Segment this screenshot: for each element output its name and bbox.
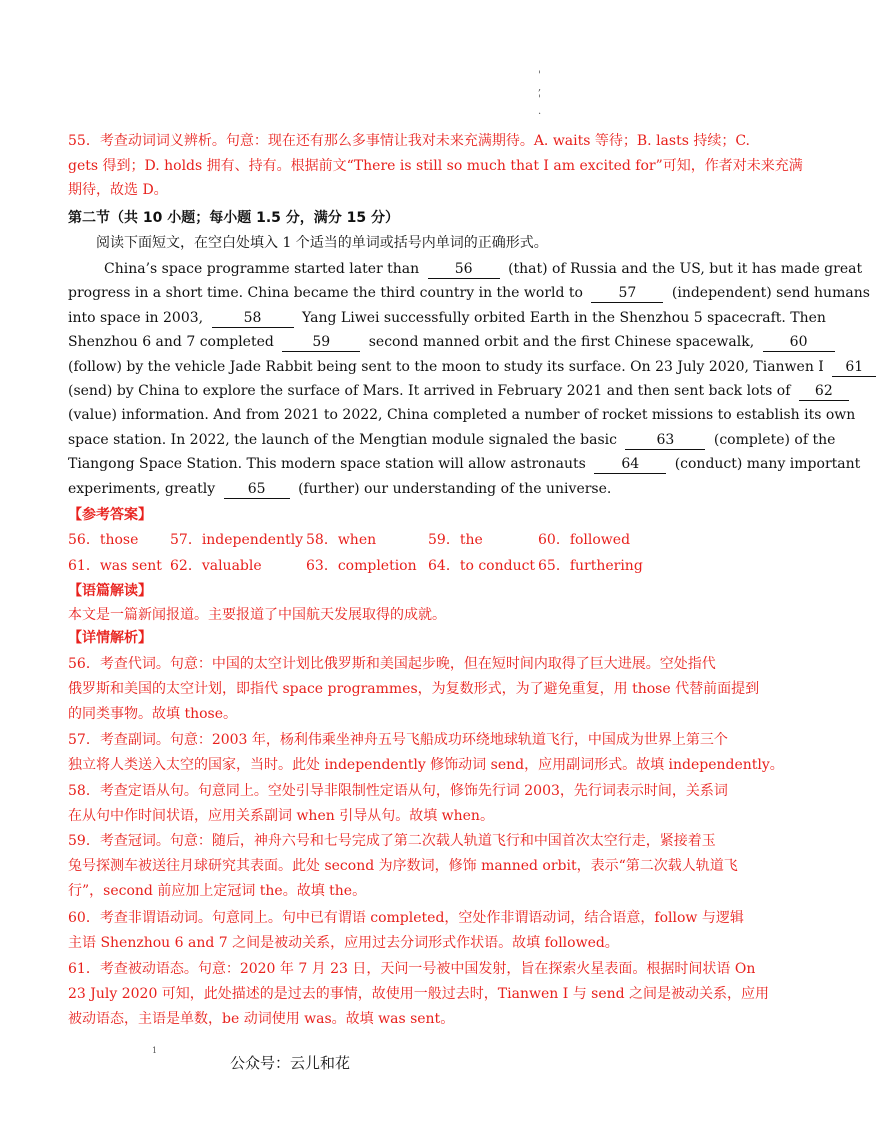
q55-line-3: 期待，故选 D。 — [68, 182, 168, 198]
analysis-60: 60．考查非谓语动词。句意同上。句中已有谓语 completed，空处作非谓语动词，结合语意，follow 与逻辑 主语 Shenzhou 6 and 7 之间是被动关系，应用过去分词形式作状语。故填 followed。 — [68, 910, 744, 951]
mark: , — [538, 82, 542, 93]
passage-line: (follow) by the vehicle Jade Rabbit being sent to the moon to study its surface. On 23 July 2020, Tianwen I 61 — [68, 355, 732, 379]
q55-line-1: 55．考查动词词义辨析。句意：现在还有那么多事情让我对未来充满期待。A. waits 等待；B. lasts 持续；C. — [68, 133, 751, 149]
passage-line: into space in 2003, 58 Yang Liwei successfully orbited Earth in the Shenzhou 5 spacecraft. Then — [68, 309, 826, 326]
analysis-56: 56．考查代词。句意：中国的太空计划比俄罗斯和美国起步晚，但在短时间内取得了巨大进展。空处指代 俄罗斯和美国的太空计划，即指代 space programmes，为复数形式，为了避免重复，用 those 代替前面提到 的同类事物。故填 those。 — [68, 656, 760, 722]
analysis-57: 57．考查副词。句意：2003 年，杨利伟乘坐神舟五号飞船成功环绕地球轨道飞行，中国成为世界上第三个 独立将人类送入太空的国家，当时。此处 independently 修饰动词 send，应用副词形式。故填 independently。 — [68, 732, 784, 773]
passage-line: China’s space programme started later than 56 (that) of Russia and the US, but it has made great — [104, 261, 863, 277]
summary-text: 本文是一篇新闻报道。主要报道了中国航天发展取得的成就。 — [68, 607, 446, 623]
answer-key-header: 【参考答案】 — [68, 507, 152, 523]
blank-58: 58 — [212, 309, 294, 328]
answer-row-2 — [68, 555, 648, 575]
blank-61: 61 — [832, 358, 876, 377]
footer-text: 公众号：云儿和花 — [230, 1054, 351, 1072]
q55-explanation — [68, 129, 803, 203]
passage-line: (value) information. And from 2021 to 2022, China completed a number of rocket missions to establish its own — [68, 407, 856, 424]
page-mark: 1 — [152, 1046, 158, 1055]
answer-60: 60．followed — [538, 532, 631, 548]
blank-65: 65 — [224, 480, 290, 499]
answer-58: 58．when — [306, 532, 377, 548]
answer-row-1 — [68, 529, 648, 549]
passage-line: (send) by China to explore the surface of Mars. It arrived in February 2021 and then sent back lots of 62 — [68, 379, 732, 403]
analysis-header: 【详情解析】 — [68, 630, 152, 646]
answer-65: 65．furthering — [538, 558, 643, 574]
analysis-61: 61．考查被动语态。句意：2020 年 7 月 23 日，天问一号被中国发射，旨在探索火星表面。根据时间状语 On 23 July 2020 可知，此处描述的是过去的事情，故使用一般过去时，Tianwen I 与 send 之间是被动关系，应用 被动语态，主语是单数，be 动词使用 was。故填 was sent。 — [68, 961, 770, 1027]
blank-60: 60 — [763, 333, 835, 352]
passage-line: progress in a short time. China became the third country in the world to 57 (independent) send humans — [68, 285, 870, 302]
answer-64: 64．to conduct — [428, 558, 536, 574]
passage-line: Tiangong Space Station. This modern space station will allow astronauts 64 (conduct) many important — [68, 456, 861, 473]
q55-line-2: gets 得到；D. holds 拥有、持有。根据前文“There is still so much that I am excited for”可知，作者对未来充满 — [68, 157, 803, 174]
blank-63: 63 — [625, 431, 705, 450]
answer-57: 57．independently — [170, 532, 304, 548]
blank-64: 64 — [594, 455, 666, 474]
answer-62: 62．valuable — [170, 558, 262, 574]
mark: ' — [538, 94, 541, 105]
section-header — [68, 206, 732, 255]
passage-line: Shenzhou 6 and 7 completed 59 second manned orbit and the first Chinese spacewalk, 60 — [68, 330, 732, 354]
summary-header: 【语篇解读】 — [68, 583, 152, 599]
mark: ' — [538, 70, 541, 81]
answer-63: 63．completion — [306, 558, 417, 574]
passage-line: experiments, greatly 65 (further) our understanding of the universe. — [68, 480, 612, 497]
cloze-passage — [68, 257, 870, 501]
answer-56: 56．those — [68, 532, 139, 548]
blank-56: 56 — [428, 260, 500, 279]
blank-62: 62 — [799, 382, 849, 401]
decorative-marks — [538, 70, 541, 118]
passage-line: space station. In 2022, the launch of the Mengtian module signaled the basic 63 (complete) of the — [68, 431, 836, 448]
mark: . — [538, 106, 542, 117]
analysis-58: 58．考查定语从句。句意同上。空处引导非限制性定语从句，修饰先行词 2003，先行词表示时间，关系词 在从句中作时间状语，应用关系副词 when 引导从句。故填 when。 — [68, 783, 728, 824]
blank-59: 59 — [282, 333, 360, 352]
section-instruction: 阅读下面短文，在空白处填入 1 个适当的单词或括号内单词的正确形式。 — [96, 234, 548, 251]
analysis-59: 59．考查冠词。句意：随后，神舟六号和七号完成了第二次载人轨道飞行和中国首次太空行走，紧接着玉 兔号探测车被送往月球研究其表面。此处 second 为序数词，修饰 manned orbit，表示“第二次载人轨道飞 行”，second 前应加上定冠词 the。故填 the。 — [68, 833, 738, 899]
answer-59: 59．the — [428, 532, 483, 548]
blank-57: 57 — [591, 284, 663, 303]
answer-61: 61．was sent — [68, 558, 162, 574]
section-title: 第二节（共 10 小题；每小题 1.5 分，满分 15 分） — [68, 210, 400, 226]
